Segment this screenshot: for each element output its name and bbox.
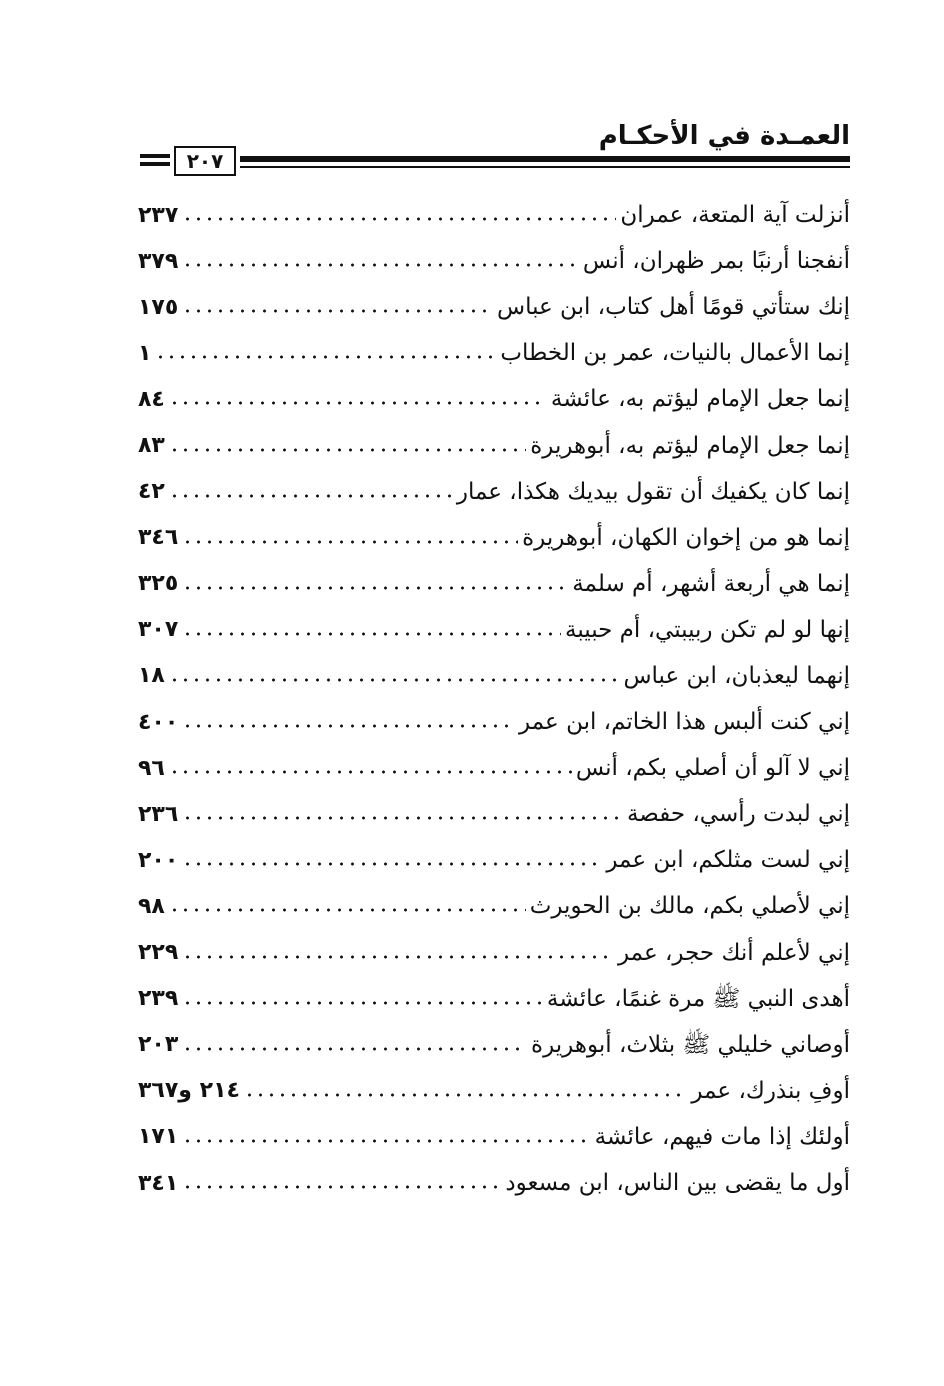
index-entry bbox=[138, 422, 850, 468]
header-rule-thin bbox=[240, 166, 850, 168]
dot-leader bbox=[244, 1093, 687, 1097]
entry-text: إني لأصلي بكم، مالك بن الحويرث bbox=[529, 893, 850, 920]
entry-text: إنهما ليعذبان، ابن عباس bbox=[623, 662, 850, 689]
entry-page-number: ٢٣٩ bbox=[138, 986, 179, 1012]
index-entry bbox=[138, 1022, 850, 1068]
header-rule-thick bbox=[240, 156, 850, 162]
entry-page-number: ٢١٤ و٣٦٧ bbox=[138, 1078, 240, 1104]
index-entry bbox=[138, 376, 850, 422]
index-entry bbox=[138, 284, 850, 330]
index-entry bbox=[138, 837, 850, 883]
dot-leader bbox=[169, 770, 572, 774]
entry-text: إني لبدت رأسي، حفصة bbox=[626, 801, 850, 828]
entry-page-number: ٩٨ bbox=[138, 893, 165, 919]
dot-leader bbox=[169, 908, 526, 912]
dot-leader bbox=[155, 355, 496, 359]
entry-text: إني لا آلو أن أصلي بكم، أنس bbox=[575, 755, 850, 782]
index-entry bbox=[138, 930, 850, 976]
hadith-index-list bbox=[138, 192, 850, 1206]
index-entry bbox=[138, 699, 850, 745]
entry-text: إني لست مثلكم، ابن عمر bbox=[606, 847, 850, 874]
index-entry bbox=[138, 1160, 850, 1206]
entry-page-number: ٣٤١ bbox=[138, 1170, 179, 1196]
entry-text: إنك ستأتي قومًا أهل كتاب، ابن عباس bbox=[497, 294, 850, 321]
dot-leader bbox=[182, 724, 515, 728]
index-entry bbox=[138, 791, 850, 837]
header-rule-left-bottom bbox=[140, 162, 170, 166]
entry-page-number: ٢٣٧ bbox=[138, 202, 179, 228]
entry-text: إنما هي أربعة أشهر، أم سلمة bbox=[572, 570, 850, 597]
index-entry bbox=[138, 607, 850, 653]
dot-leader bbox=[182, 540, 518, 544]
dot-leader bbox=[182, 816, 623, 820]
entry-page-number: ٩٦ bbox=[138, 755, 165, 781]
dot-leader bbox=[169, 401, 547, 405]
entry-text: إنما الأعمال بالنيات، عمر بن الخطاب bbox=[500, 340, 850, 367]
entry-text: إنما جعل الإمام ليؤتم به، عائشة bbox=[550, 386, 850, 413]
dot-leader bbox=[169, 494, 453, 498]
index-entry bbox=[138, 883, 850, 929]
entry-text: إنما كان يكفيك أن تقول بيديك هكذا، عمار bbox=[456, 478, 850, 505]
dot-leader bbox=[182, 1185, 501, 1189]
entry-text: إني لأعلم أنك حجر، عمر bbox=[617, 939, 850, 966]
dot-leader bbox=[169, 448, 526, 452]
entry-text: أنزلت آية المتعة، عمران bbox=[620, 202, 850, 229]
entry-text: إنما جعل الإمام ليؤتم به، أبوهريرة bbox=[530, 432, 850, 459]
entry-page-number: ٨٤ bbox=[138, 386, 165, 412]
entry-page-number: ٢٠٠ bbox=[138, 847, 179, 873]
dot-leader bbox=[182, 217, 616, 221]
entry-text: أول ما يقضى بين الناس، ابن مسعود bbox=[505, 1170, 850, 1197]
index-entry bbox=[138, 515, 850, 561]
entry-page-number: ٣٠٧ bbox=[138, 617, 179, 643]
index-entry bbox=[138, 330, 850, 376]
entry-page-number: ٢٢٩ bbox=[138, 940, 179, 966]
header-rule-left-top bbox=[140, 154, 170, 158]
entry-text: أنفجنا أرنبًا بمر ظهران، أنس bbox=[582, 248, 850, 275]
index-entry bbox=[138, 745, 850, 791]
entry-text: أوصاني خليلي ﷺ بثلاث، أبوهريرة bbox=[531, 1031, 850, 1058]
entry-page-number: ٢٠٣ bbox=[138, 1032, 179, 1058]
entry-page-number: ٣٧٩ bbox=[138, 248, 179, 274]
entry-page-number: ٤٢ bbox=[138, 479, 165, 505]
entry-text: إنها لو لم تكن ربيبتي، أم حبيبة bbox=[564, 616, 850, 643]
dot-leader bbox=[182, 862, 602, 866]
entry-page-number: ١٧١ bbox=[138, 1124, 179, 1150]
index-entry bbox=[138, 238, 850, 284]
index-entry bbox=[138, 192, 850, 238]
dot-leader bbox=[182, 263, 579, 267]
book-title: العمـدة في الأحكـام bbox=[598, 121, 850, 151]
index-entry bbox=[138, 653, 850, 699]
running-header bbox=[140, 118, 850, 180]
entry-page-number: ٢٣٦ bbox=[138, 801, 179, 827]
dot-leader bbox=[182, 1047, 527, 1051]
dot-leader bbox=[169, 678, 620, 682]
entry-page-number: ٣٤٦ bbox=[138, 525, 179, 551]
entry-page-number: ١ bbox=[138, 340, 152, 366]
index-entry bbox=[138, 976, 850, 1022]
index-entry bbox=[138, 1114, 850, 1160]
dot-leader bbox=[182, 1139, 590, 1143]
entry-page-number: ٨٣ bbox=[138, 433, 165, 459]
index-entry bbox=[138, 1068, 850, 1114]
entry-text: إنما هو من إخوان الكهان، أبوهريرة bbox=[522, 524, 850, 551]
index-entry bbox=[138, 469, 850, 515]
entry-page-number: ٤٠٠ bbox=[138, 709, 179, 735]
dot-leader bbox=[182, 586, 568, 590]
dot-leader bbox=[182, 632, 561, 636]
entry-text: أوفِ بنذرك، عمر bbox=[691, 1077, 850, 1104]
page-number: ٢٠٧ bbox=[174, 146, 236, 176]
entry-text: أهدى النبي ﷺ مرة غنمًا، عائشة bbox=[546, 985, 850, 1012]
dot-leader bbox=[182, 955, 614, 959]
entry-page-number: ٣٢٥ bbox=[138, 571, 179, 597]
dot-leader bbox=[182, 1001, 543, 1005]
entry-text: أولئك إذا مات فيهم، عائشة bbox=[594, 1123, 850, 1150]
entry-page-number: ١٧٥ bbox=[138, 294, 179, 320]
dot-leader bbox=[182, 309, 493, 313]
entry-text: إني كنت ألبس هذا الخاتم، ابن عمر bbox=[519, 709, 850, 736]
entry-page-number: ١٨ bbox=[138, 663, 165, 689]
index-entry bbox=[138, 561, 850, 607]
